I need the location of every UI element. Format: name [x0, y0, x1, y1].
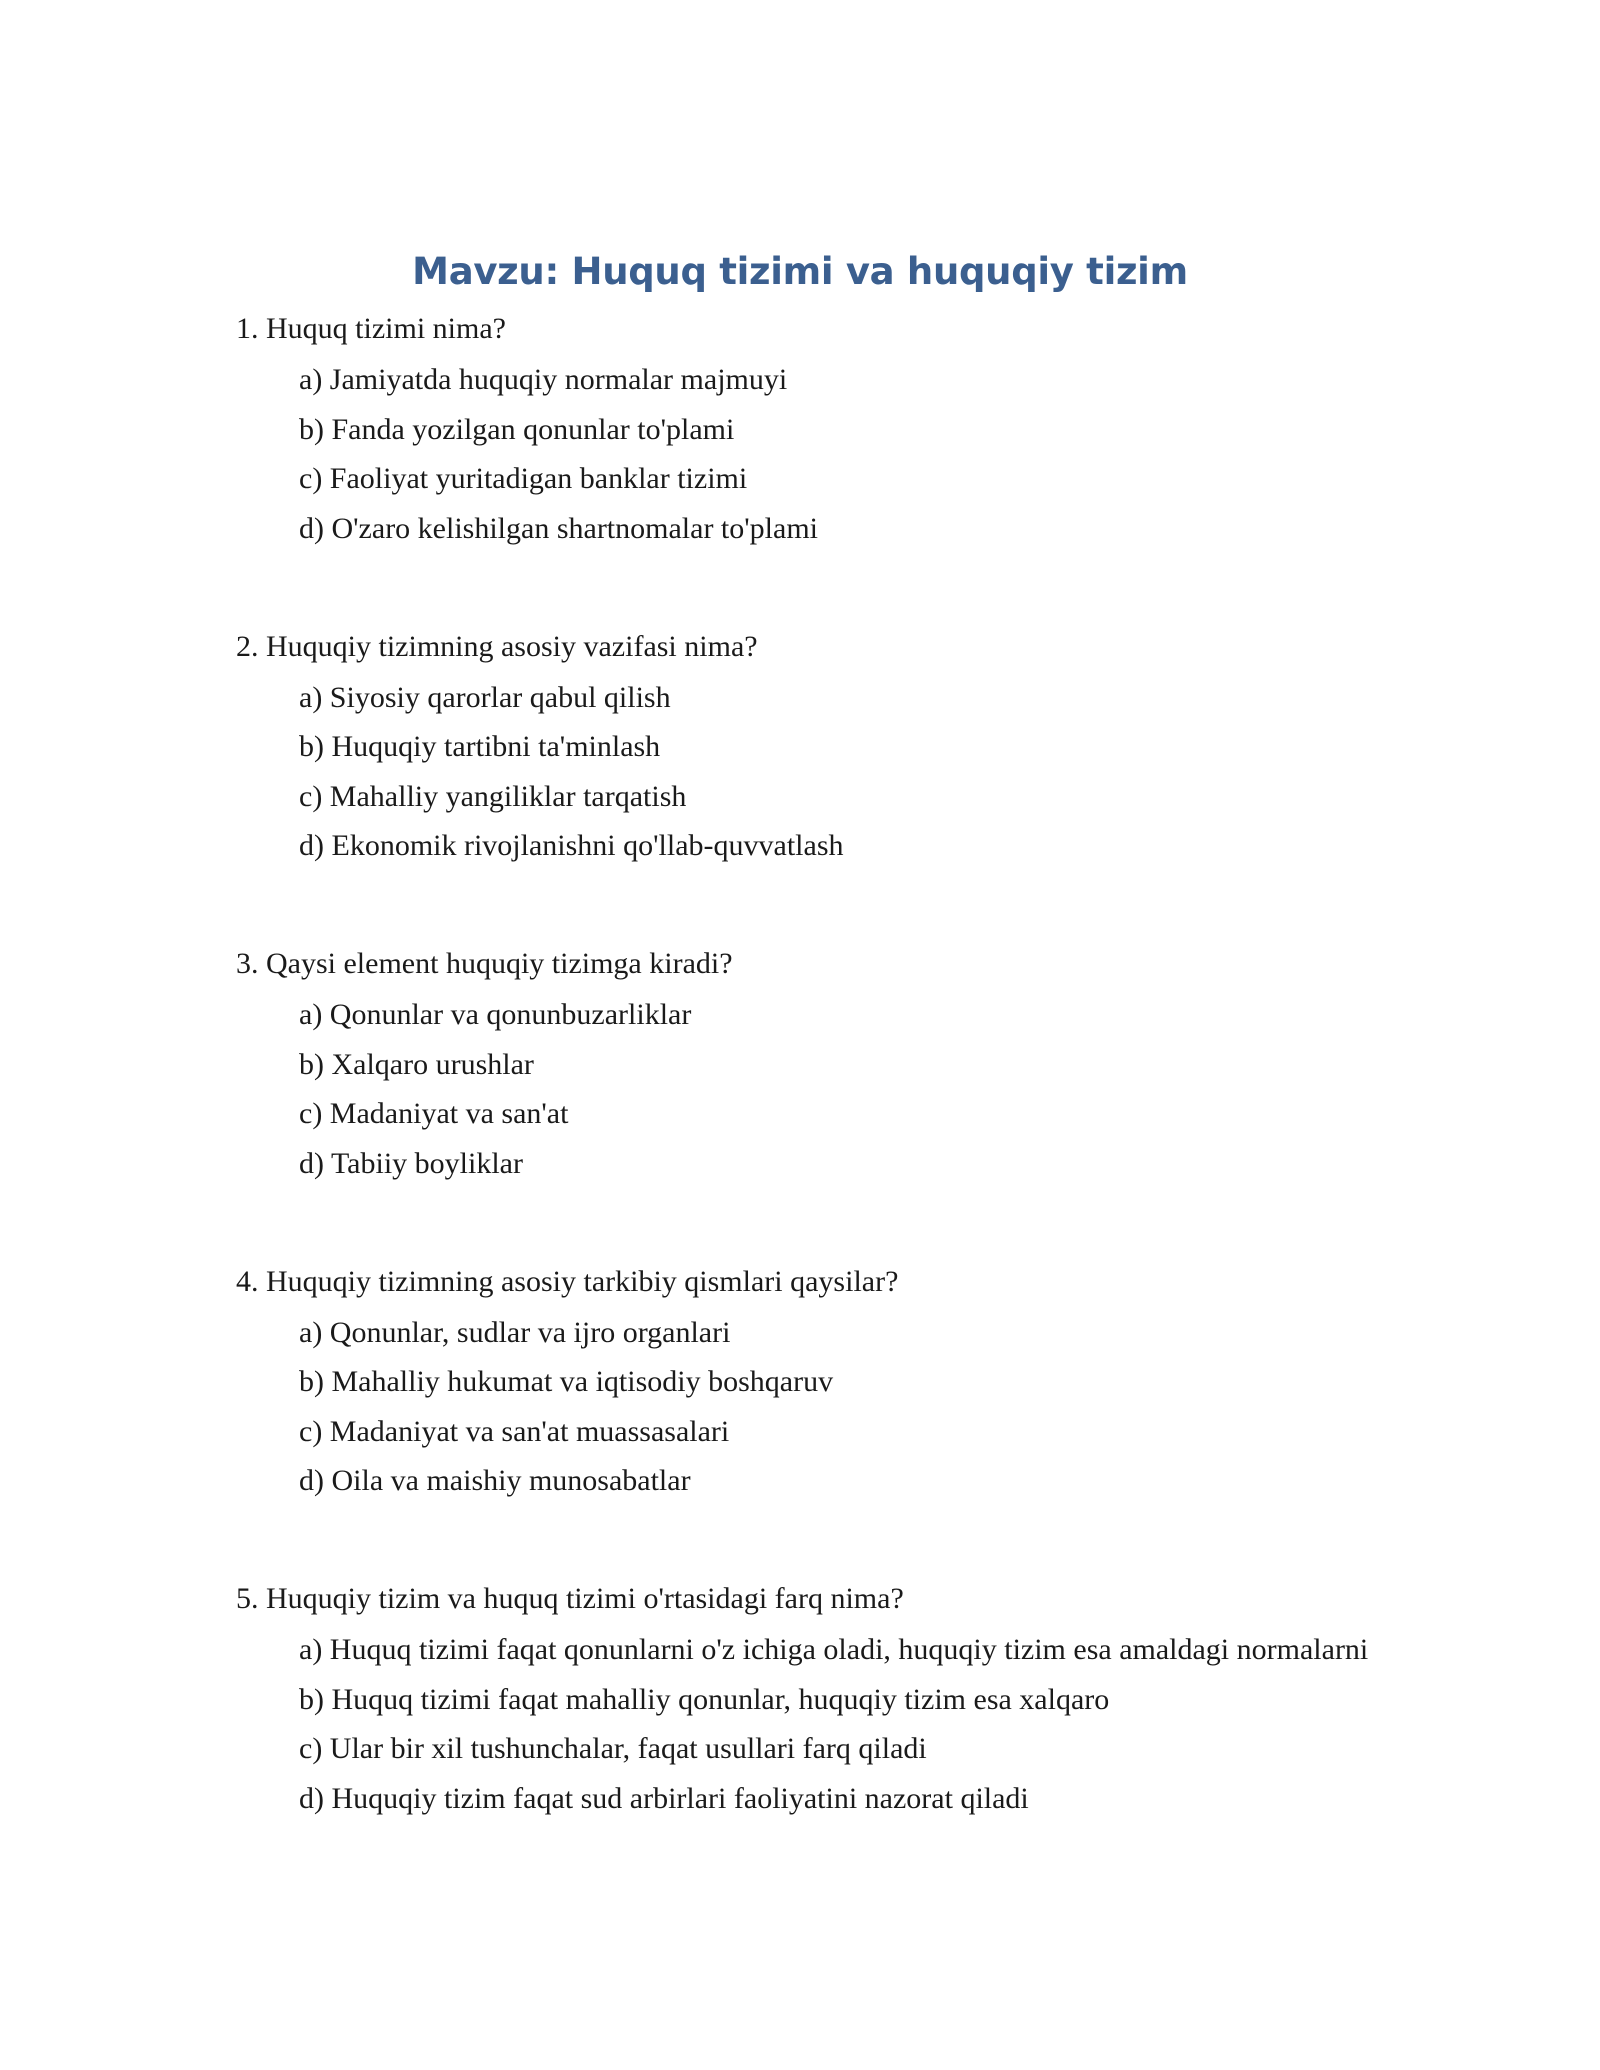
option-c: c) Madaniyat va san'at	[299, 1097, 569, 1130]
question-2	[236, 623, 1376, 867]
option-a: a) Siyosiy qarorlar qabul qilish	[299, 680, 671, 714]
option-list	[236, 994, 1376, 1184]
option-b: b) Fanda yozilgan qonunlar to'plami	[299, 412, 735, 446]
question-1	[236, 305, 1376, 549]
option-d: d) O'zaro kelishilgan shartnomalar to'plami	[299, 511, 818, 545]
question-text: 4. Huquqiy tizimning asosiy tarkibiy qismlari qaysilar?	[236, 1264, 899, 1298]
question-4	[236, 1258, 1376, 1502]
option-d: d) Ekonomik rivojlanishni qo'llab-quvvatlash	[299, 829, 844, 862]
option-list	[236, 1312, 1376, 1502]
question-list	[236, 305, 1376, 1893]
option-list	[236, 1629, 1376, 1819]
option-d: d) Oila va maishiy munosabatlar	[299, 1464, 691, 1497]
option-c: c) Faoliyat yuritadigan banklar tizimi	[299, 462, 748, 495]
document-title: Mavzu: Huquq tizimi va huquqiy tizim	[412, 250, 1188, 293]
question-text: 3. Qaysi element huquqiy tizimga kiradi?	[236, 947, 733, 980]
option-c: c) Madaniyat va san'at muassasalari	[299, 1414, 730, 1448]
option-b: b) Xalqaro urushlar	[299, 1047, 534, 1081]
question-5	[236, 1575, 1376, 1819]
question-text: 1. Huquq tizimi nima?	[236, 312, 506, 345]
option-b: b) Huquqiy tartibni ta'minlash	[299, 730, 661, 763]
option-a: a) Jamiyatda huquqiy normalar majmuyi	[299, 363, 788, 396]
option-c: c) Mahalliy yangiliklar tarqatish	[299, 779, 687, 813]
question-3	[236, 940, 1376, 1184]
question-text: 5. Huquqiy tizim va huquq tizimi o'rtasidagi farq nima?	[236, 1582, 904, 1615]
option-a: a) Qonunlar, sudlar va ijro organlari	[299, 1315, 731, 1349]
option-c: c) Ular bir xil tushunchalar, faqat usullari farq qiladi	[299, 1732, 927, 1765]
option-b: b) Mahalliy hukumat va iqtisodiy boshqaruv	[299, 1365, 834, 1398]
option-list	[236, 677, 1376, 867]
option-list	[236, 359, 1376, 549]
option-a: a) Qonunlar va qonunbuzarliklar	[299, 998, 692, 1031]
option-d: d) Huquqiy tizim faqat sud arbirlari faoliyatini nazorat qiladi	[299, 1781, 1029, 1815]
question-text: 2. Huquqiy tizimning asosiy vazifasi nima?	[236, 629, 758, 663]
option-b: b) Huquq tizimi faqat mahalliy qonunlar, huquqiy tizim esa xalqaro	[299, 1682, 1110, 1716]
option-d: d) Tabiiy boyliklar	[299, 1146, 523, 1180]
option-a: a) Huquq tizimi faqat qonunlarni o'z ichiga oladi, huquqiy tizim esa amaldagi normalarni	[299, 1633, 1369, 1666]
